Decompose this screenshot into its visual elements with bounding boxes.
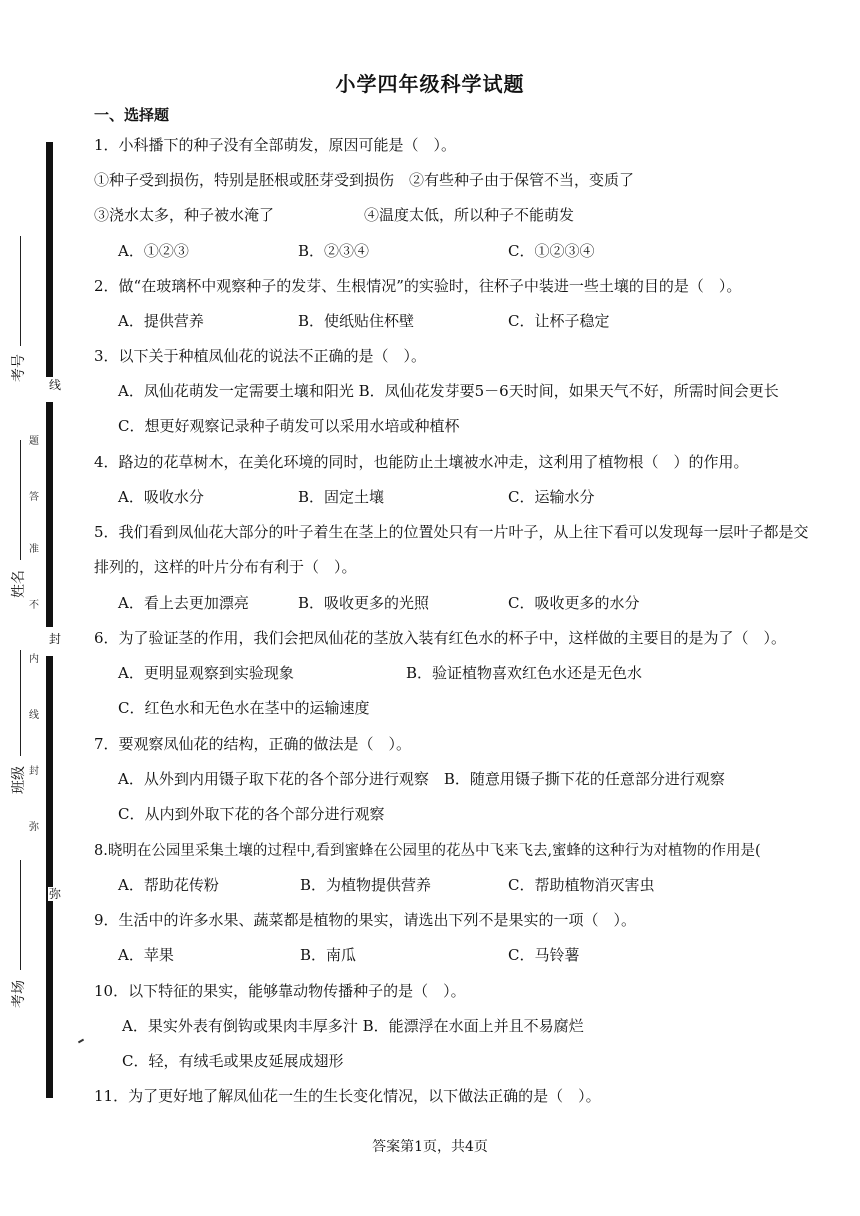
- option[interactable]: A．提供营养: [118, 312, 204, 330]
- section-heading: 一、选择题: [94, 106, 170, 124]
- field-exam-number: 考号: [0, 236, 24, 396]
- binding-label: 线: [48, 378, 61, 392]
- page-title: 小学四年级科学试题: [335, 72, 525, 96]
- option[interactable]: B．为植物提供营养: [300, 876, 432, 894]
- no-answer-char: 答: [29, 492, 39, 503]
- option[interactable]: A．吸收水分: [118, 488, 204, 506]
- field-class: 班级: [0, 650, 24, 810]
- option[interactable]: C．吸收更多的水分: [508, 594, 640, 612]
- option[interactable]: C．帮助植物消灭害虫: [508, 876, 655, 894]
- no-answer-char: 内: [29, 654, 39, 665]
- field-name: 姓名: [0, 440, 24, 620]
- option-line[interactable]: A．从外到内用镊子取下花的各个部分进行观察 B．随意用镊子撕下花的任意部分进行观察: [118, 770, 725, 788]
- no-answer-char: 不: [29, 600, 39, 611]
- question-stem: 8.晓明在公园里采集土壤的过程中,看到蜜蜂在公园里的花丛中飞来飞去,蜜蜂的这种行为对植物的作用是(: [94, 843, 761, 859]
- binding-bar: [46, 402, 53, 627]
- option-line[interactable]: C．轻，有绒毛或果皮延展成翅形: [122, 1052, 344, 1070]
- blank-line: [20, 440, 21, 560]
- option-line[interactable]: C．红色水和无色水在茎中的运输速度: [118, 699, 370, 717]
- blank-line: [20, 860, 21, 970]
- option-line[interactable]: C．想更好观察记录种子萌发可以采用水培或种植杯: [118, 417, 460, 435]
- option[interactable]: A．苹果: [118, 946, 174, 964]
- no-answer-char: 线: [29, 710, 39, 721]
- option-line[interactable]: A．凤仙花萌发一定需要土壤和阳光 B．凤仙花发芽要5－6天时间，如果天气不好，所需时间会更长: [118, 382, 779, 400]
- option[interactable]: C．运输水分: [508, 488, 595, 506]
- field-exam-room: 考场: [0, 860, 24, 1020]
- question-stem: 2．做“在玻璃杯中观察种子的发芽、生根情况”的实验时，往杯子中装进一些土壤的目的是（ ）。: [94, 277, 742, 295]
- binding-bar: [46, 656, 53, 1098]
- option[interactable]: B．固定土壤: [298, 488, 385, 506]
- no-answer-char: 准: [29, 544, 39, 555]
- option[interactable]: B．验证植物喜欢红色水还是无色水: [406, 664, 643, 682]
- question-stem: 5．我们看到凤仙花大部分的叶子着生在茎上的位置处只有一片叶子，从上往下看可以发现每一层叶子都是交: [94, 523, 809, 541]
- question-stem: 6．为了验证茎的作用，我们会把凤仙花的茎放入装有红色水的杯子中，这样做的主要目的是为了（ ）。: [94, 629, 787, 647]
- question-line: 排列的，这样的叶片分布有利于（ ）。: [94, 558, 357, 576]
- option[interactable]: A．①②③: [118, 242, 189, 260]
- question-line: ③浇水太多，种子被水淹了 ④温度太低，所以种子不能萌发: [94, 206, 575, 224]
- blank-line: [20, 236, 21, 346]
- question-stem: 11．为了更好地了解凤仙花一生的生长变化情况，以下做法正确的是（ ）。: [94, 1087, 601, 1105]
- option[interactable]: C．①②③④: [508, 242, 595, 260]
- option[interactable]: B．使纸贴住杯壁: [298, 312, 415, 330]
- option[interactable]: A．更明显观察到实验现象: [118, 664, 294, 682]
- no-answer-char: 弥: [29, 822, 39, 833]
- question-stem: 4．路边的花草树木，在美化环境的同时，也能防止土壤被水冲走，这利用了植物根（ ）的作用。: [94, 453, 749, 471]
- option[interactable]: B．南瓜: [300, 946, 357, 964]
- option[interactable]: C．马铃薯: [508, 946, 580, 964]
- stray-mark: [78, 1039, 84, 1044]
- option-line[interactable]: A．果实外表有倒钩或果肉丰厚多汁 B．能漂浮在水面上并且不易腐烂: [122, 1017, 584, 1035]
- option[interactable]: A．看上去更加漂亮: [118, 594, 249, 612]
- question-stem: 3．以下关于种植凤仙花的说法不正确的是（ ）。: [94, 347, 427, 365]
- page-footer: 答案第1页，共4页: [372, 1139, 488, 1155]
- option-line[interactable]: C．从内到外取下花的各个部分进行观察: [118, 805, 385, 823]
- no-answer-char: 题: [29, 436, 39, 447]
- option[interactable]: C．让杯子稳定: [508, 312, 610, 330]
- question-stem: 9．生活中的许多水果、蔬菜都是植物的果实，请选出下列不是果实的一项（ ）。: [94, 911, 637, 929]
- question-line: ①种子受到损伤，特别是胚根或胚芽受到损伤 ②有些种子由于保管不当，变质了: [94, 171, 635, 189]
- binding-label: 弥: [48, 887, 61, 901]
- question-stem: 7．要观察凤仙花的结构，正确的做法是（ ）。: [94, 735, 412, 753]
- no-answer-char: 封: [29, 766, 39, 777]
- question-stem: 10．以下特征的果实，能够靠动物传播种子的是（ ）。: [94, 982, 466, 1000]
- question-stem: 1．小科播下的种子没有全部萌发，原因可能是（ ）。: [94, 136, 457, 154]
- option[interactable]: B．②③④: [298, 242, 370, 260]
- option[interactable]: A．帮助花传粉: [118, 876, 219, 894]
- binding-label: 封: [48, 632, 61, 646]
- option[interactable]: B．吸收更多的光照: [298, 594, 430, 612]
- blank-line: [20, 650, 21, 756]
- binding-bar: [46, 142, 53, 377]
